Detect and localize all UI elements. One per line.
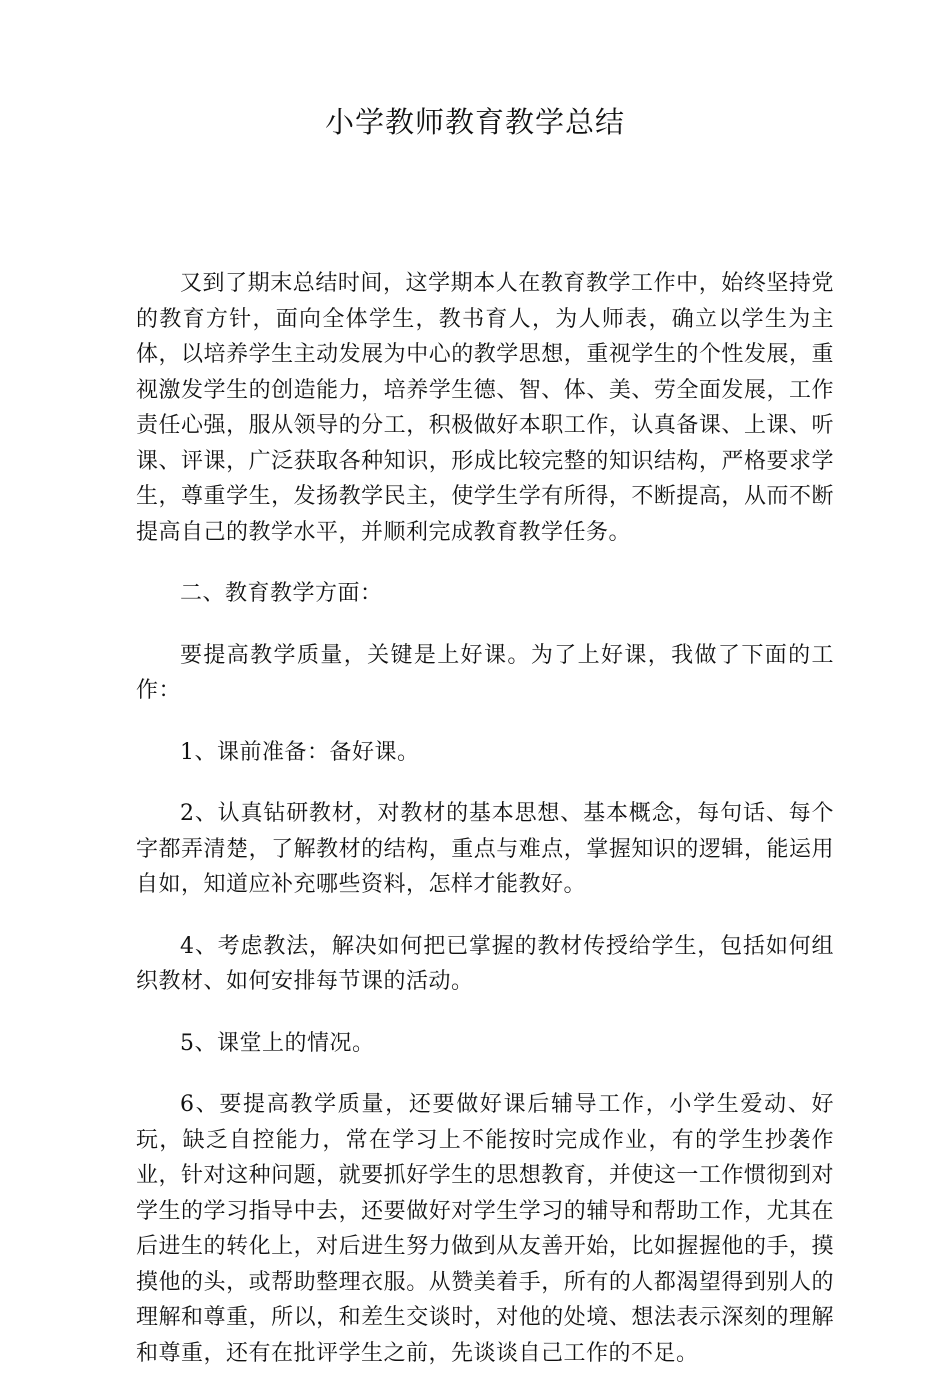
document-title: 小学教师教育教学总结 [324, 105, 625, 139]
document-body [136, 266, 834, 1397]
item-1-preparation: 1、课前准备：备好课。 [180, 739, 420, 765]
item-5-classroom: 5、课堂上的情况。 [180, 1030, 375, 1056]
item-2-study-materials: 2、认真钻研教材，对教材的基本思想、基本概念，每句话、每个字都弄清楚，了解教材的结构，重点与难点，掌握知识的逻辑，能运用自如，知道应补充哪些资料，怎样才能教好。 [136, 801, 834, 897]
item-6-after-class-tutoring: 6、要提高教学质量，还要做好课后辅导工作，小学生爱动、好玩，缺乏自控能力，常在学习上不能按时完成作业，有的学生抄袭作业，针对这种问题，就要抓好学生的思想教育，并使这一工作惯彻到对学生的学习指导中去，还要做好对学生学习的辅导和帮助工作，尤其在后进生的转化上，对后进生努力做到从友善开始，比如握握他的手，摸摸他的头，或帮助整理衣服。从赞美着手，所有的人都渴望得到别人的理解和尊重，所以，和差生交谈时，对他的处境、想法表示深刻的理解和尊重，还有在批评学生之前，先谈谈自己工作的不足。 [136, 1092, 834, 1366]
paragraph-quality: 要提高教学质量，关键是上好课。为了上好课，我做了下面的工作： [136, 642, 834, 703]
paragraph-intro: 又到了期末总结时间，这学期本人在教育教学工作中，始终坚持党的教育方针，面向全体学生，教书育人，为人师表，确立以学生为主体，以培养学生主动发展为中心的教学思想，重视学生的个性发展，重视激发学生的创造能力，培养学生德、智、体、美、劳全面发展，工作责任心强，服从领导的分工，积极做好本职工作，认真备课、上课、听课、评课，广泛获取各种知识，形成比较完整的知识结构，严格要求学生，尊重学生，发扬教学民主，使学生学有所得，不断提高，从而不断提高自己的教学水平，并顺利完成教育教学任务。 [136, 271, 834, 545]
item-4-teaching-methods: 4、考虑教法，解决如何把已掌握的教材传授给学生，包括如何组织教材、如何安排每节课的活动。 [136, 933, 834, 994]
section-heading-teaching: 二、教育教学方面： [180, 581, 383, 606]
